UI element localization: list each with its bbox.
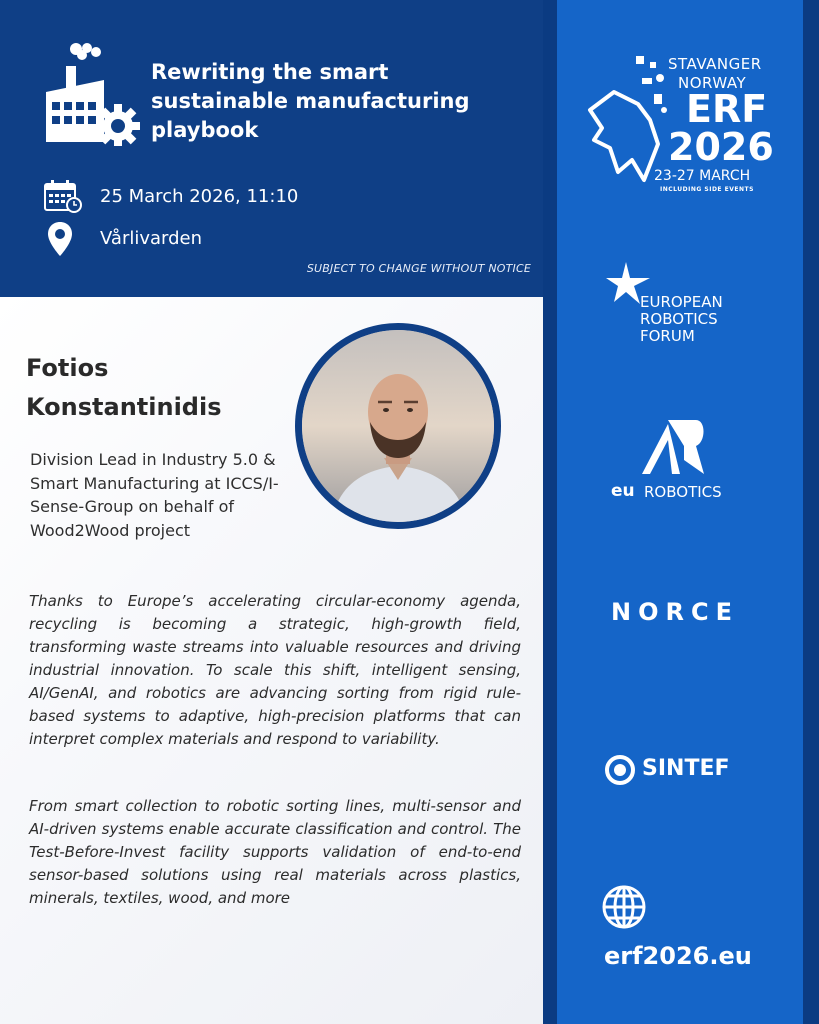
sintef-logo-icon <box>604 754 636 786</box>
description-paragraph-2: From smart collection to robotic sorting lines, multi-sensor and AI-driven systems enable accurate classification and control. The Test-Before-Invest facility supports validation of end-to-end sensor-based solutions using real materials across plastics, minerals, textiles, wood, and more <box>29 797 521 907</box>
eurobotics-eu: eu <box>611 481 635 501</box>
erf-country: NORWAY <box>678 74 747 92</box>
erf-name: ERF <box>686 87 768 131</box>
right-edge-strip <box>803 0 819 1024</box>
website-url[interactable]: erf2026.eu <box>604 942 752 970</box>
erf-side-events: INCLUDING SIDE EVENTS <box>660 186 754 193</box>
erf-map-logo-icon <box>580 48 670 188</box>
forum-line-1: EUROPEAN <box>640 293 723 311</box>
erf-dates: 23-27 MARCH <box>654 168 751 184</box>
session-title: Rewriting the smart sustainable manufacturing playbook <box>151 60 470 142</box>
session-date-time: 25 March 2026, 11:10 <box>100 186 299 207</box>
session-venue: Vårlivarden <box>100 228 203 249</box>
forum-line-2: ROBOTICS <box>640 310 718 328</box>
eurobotics-robotics: ROBOTICS <box>644 483 722 501</box>
session-header <box>0 0 543 297</box>
eurobotics-logo-icon <box>640 420 706 476</box>
norce-logo: NORCE <box>611 598 739 626</box>
speaker-photo <box>295 323 501 529</box>
speaker-name <box>26 349 222 427</box>
sintef-logo: SINTEF <box>642 756 730 781</box>
calendar-icon <box>44 180 82 214</box>
speaker-last-name: Konstantinidis <box>26 393 222 421</box>
factory-gear-icon <box>44 40 140 146</box>
location-pin-icon <box>48 222 72 256</box>
globe-icon <box>601 884 647 930</box>
speaker-first-name: Fotios <box>26 354 109 382</box>
erf-year: 2026 <box>668 125 774 169</box>
change-notice: SUBJECT TO CHANGE WITHOUT NOTICE <box>306 262 531 275</box>
forum-line-3: FORUM <box>640 327 695 345</box>
divider-strip <box>543 0 557 1024</box>
description-paragraph-1: Thanks to Europe’s accelerating circular-economy agenda, recycling is becoming a strategic, high-growth field, transforming waste streams into valuable resources and driving industrial innovation. To scale this shift, intelligent sensing, AI/GenAI, and robotics are advancing sorting from rigid rule-based systems to adaptive, high-precision platforms that can interpret complex materials and respond to variability. <box>29 592 521 748</box>
speaker-photo-image <box>302 330 494 522</box>
erf-city: STAVANGER <box>668 55 762 73</box>
speaker-role: Division Lead in Industry 5.0 & Smart Manufacturing at ICCS/I-Sense-Group on behalf of Wood2Wood project <box>30 450 279 540</box>
